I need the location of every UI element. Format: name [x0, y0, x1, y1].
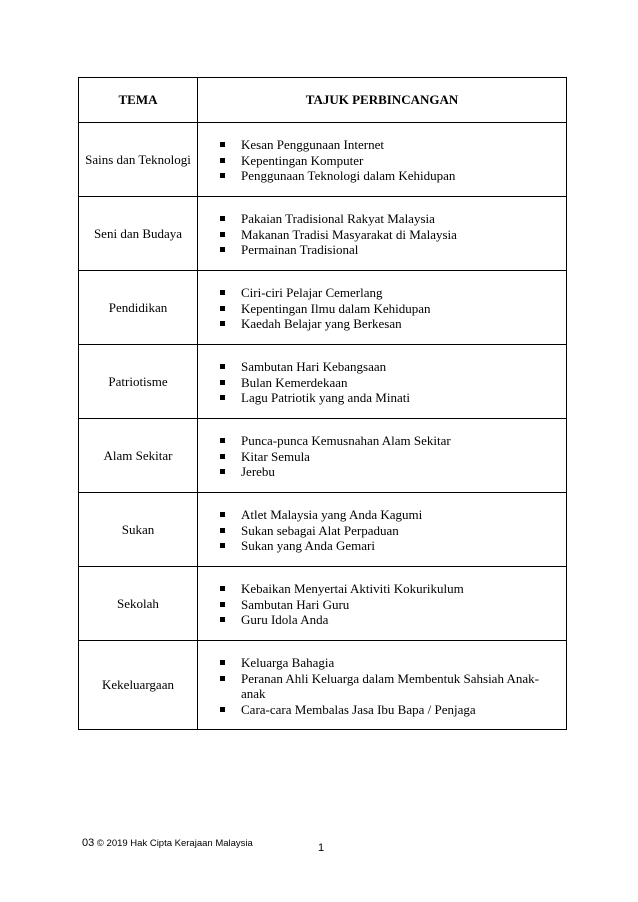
topic-text: Sambutan Hari Kebangsaan — [241, 359, 387, 374]
list-item — [220, 702, 558, 718]
square-bullet-icon — [220, 512, 225, 517]
list-item — [220, 655, 558, 671]
topics-cell — [198, 567, 567, 641]
topic-text: Sukan sebagai Alat Perpaduan — [241, 522, 399, 538]
square-bullet-icon — [220, 602, 225, 607]
square-bullet-icon — [220, 247, 225, 252]
page-number: 1 — [318, 842, 325, 854]
square-bullet-icon — [220, 216, 225, 221]
topic-text: Jerebu — [241, 464, 275, 479]
square-bullet-icon — [220, 395, 225, 400]
table-row — [79, 567, 567, 641]
topic-text: Cara-cara Membalas Jasa Ibu Bapa / Penjaga — [241, 701, 476, 717]
list-item — [220, 359, 558, 375]
topic-list — [198, 419, 566, 480]
square-bullet-icon — [220, 290, 225, 295]
discussion-topics-table — [78, 77, 567, 730]
list-item — [220, 227, 558, 243]
list-item — [220, 671, 558, 702]
table-row — [79, 493, 567, 567]
table-row — [79, 197, 567, 271]
square-bullet-icon — [220, 707, 225, 712]
theme-cell: Sains dan Teknologi — [79, 123, 198, 197]
list-item — [220, 301, 558, 317]
square-bullet-icon — [220, 438, 225, 443]
topic-list — [198, 567, 566, 628]
topic-text: Lagu Patriotik yang anda Minati — [241, 390, 410, 405]
list-item — [220, 375, 558, 391]
table-row — [79, 123, 567, 197]
list-item — [220, 449, 558, 465]
list-item — [220, 153, 558, 169]
list-item — [220, 137, 558, 153]
square-bullet-icon — [220, 364, 225, 369]
topic-text: Bulan Kemerdekaan — [241, 374, 348, 390]
header-theme: TEMA — [79, 78, 198, 123]
theme-cell: Seni dan Budaya — [79, 197, 198, 271]
topic-text: Punca-punca Kemusnahan Alam Sekitar — [241, 433, 451, 448]
topics-cell — [198, 641, 567, 730]
list-item — [220, 581, 558, 597]
list-item — [220, 390, 558, 406]
theme-cell: Patriotisme — [79, 345, 198, 419]
square-bullet-icon — [220, 528, 225, 533]
topic-text: Kesan Penggunaan Internet — [241, 137, 384, 152]
topic-text: Makanan Tradisi Masyarakat di Malaysia — [241, 226, 457, 242]
table-header-row — [79, 78, 567, 123]
topic-text: Kebaikan Menyertai Aktiviti Kokurikulum — [241, 581, 464, 596]
list-item — [220, 211, 558, 227]
topic-text: Kepentingan Ilmu dalam Kehidupan — [241, 300, 431, 316]
theme-cell: Kekeluargaan — [79, 641, 198, 730]
footer-copyright-text: © 2019 Hak Cipta Kerajaan Malaysia — [96, 838, 253, 849]
topic-list — [198, 197, 566, 258]
footer-copyright — [82, 837, 253, 849]
table-row — [79, 345, 567, 419]
list-item — [220, 285, 558, 301]
square-bullet-icon — [220, 660, 225, 665]
topic-list — [198, 493, 566, 554]
topic-list — [198, 641, 566, 717]
theme-cell: Sekolah — [79, 567, 198, 641]
topic-text: Penggunaan Teknologi dalam Kehidupan — [241, 168, 456, 183]
square-bullet-icon — [220, 676, 225, 681]
theme-cell: Sukan — [79, 493, 198, 567]
theme-cell: Pendidikan — [79, 271, 198, 345]
square-bullet-icon — [220, 454, 225, 459]
theme-cell: Alam Sekitar — [79, 419, 198, 493]
topics-cell — [198, 345, 567, 419]
square-bullet-icon — [220, 469, 225, 474]
topic-text: Permainan Tradisional — [241, 242, 359, 257]
topic-text: Atlet Malaysia yang Anda Kagumi — [241, 507, 423, 522]
table-row — [79, 271, 567, 345]
topic-text: Pakaian Tradisional Rakyat Malaysia — [241, 211, 435, 226]
square-bullet-icon — [220, 586, 225, 591]
topic-text: Keluarga Bahagia — [241, 655, 335, 670]
list-item — [220, 242, 558, 258]
footer-code: 03 — [82, 837, 95, 849]
topics-cell — [198, 123, 567, 197]
square-bullet-icon — [220, 142, 225, 147]
topic-text: Kitar Semula — [241, 448, 310, 464]
list-item — [220, 523, 558, 539]
topic-text: Kepentingan Komputer — [241, 152, 364, 168]
table-row — [79, 641, 567, 730]
list-item — [220, 464, 558, 480]
topics-cell — [198, 493, 567, 567]
list-item — [220, 612, 558, 628]
topic-text: Ciri-ciri Pelajar Cemerlang — [241, 285, 383, 300]
topic-text: Kaedah Belajar yang Berkesan — [241, 316, 402, 331]
square-bullet-icon — [220, 306, 225, 311]
square-bullet-icon — [220, 173, 225, 178]
topic-text: Sambutan Hari Guru — [241, 596, 350, 612]
square-bullet-icon — [220, 380, 225, 385]
topics-cell — [198, 419, 567, 493]
square-bullet-icon — [220, 321, 225, 326]
topic-list — [198, 123, 566, 184]
topics-cell — [198, 197, 567, 271]
list-item — [220, 597, 558, 613]
square-bullet-icon — [220, 543, 225, 548]
topic-text: Sukan yang Anda Gemari — [241, 538, 375, 553]
topics-cell — [198, 271, 567, 345]
square-bullet-icon — [220, 158, 225, 163]
list-item — [220, 316, 558, 332]
square-bullet-icon — [220, 232, 225, 237]
header-topics: TAJUK PERBINCANGAN — [198, 78, 567, 123]
list-item — [220, 538, 558, 554]
topic-list — [198, 345, 566, 406]
topic-text: Guru Idola Anda — [241, 612, 329, 627]
list-item — [220, 433, 558, 449]
list-item — [220, 507, 558, 523]
square-bullet-icon — [220, 617, 225, 622]
topic-list — [198, 271, 566, 332]
table-row — [79, 419, 567, 493]
topic-text: Peranan Ahli Keluarga dalam Membentuk Sahsiah Anak-anak — [241, 670, 539, 701]
list-item — [220, 168, 558, 184]
